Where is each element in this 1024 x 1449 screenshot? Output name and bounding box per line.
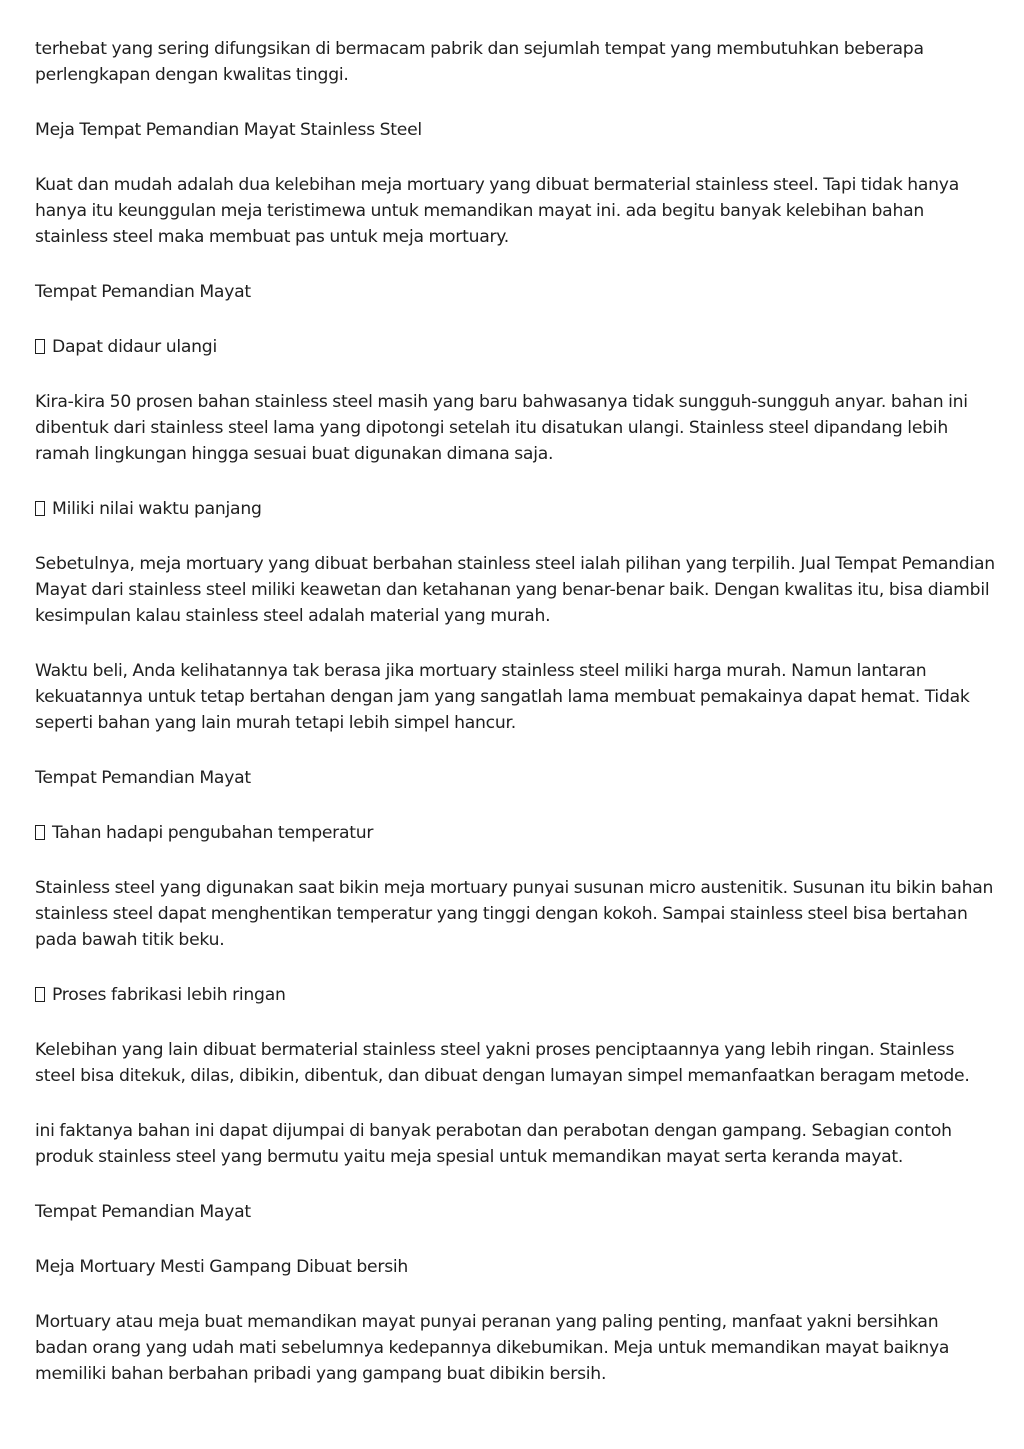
document-body bbox=[35, 36, 995, 1416]
bullet-item bbox=[35, 334, 995, 360]
section-heading: Tempat Pemandian Mayat bbox=[35, 768, 251, 788]
bullet-text: Miliki nilai waktu panjang bbox=[52, 499, 262, 519]
bullet-box-icon bbox=[35, 339, 45, 354]
paragraph: ini faktanya bahan ini dapat dijumpai di banyak perabotan dan perabotan dengan gampang. Sebagian contoh produk stainless steel yang bermutu yaitu meja spesial untuk memandikan mayat serta keranda mayat. bbox=[35, 1121, 952, 1167]
section-heading: Tempat Pemandian Mayat bbox=[35, 282, 251, 302]
section-heading: Meja Tempat Pemandian Mayat Stainless Steel bbox=[35, 120, 422, 140]
bullet-box-icon bbox=[35, 825, 45, 840]
paragraph: Kelebihan yang lain dibuat bermaterial stainless steel yakni proses penciptaannya yang lebih ringan. Stainless steel bisa ditekuk, dilas, dibikin, dibentuk, dan dibuat dengan lumayan simpel memanfaatkan beragam metode. bbox=[35, 1040, 970, 1086]
bullet-text: Proses fabrikasi lebih ringan bbox=[52, 985, 286, 1005]
bullet-text: Tahan hadapi pengubahan temperatur bbox=[52, 823, 374, 843]
paragraph: Kuat dan mudah adalah dua kelebihan meja mortuary yang dibuat bermaterial stainless steel. Tapi tidak hanya hanya itu keunggulan meja teristimewa untuk memandikan mayat ini. ada begitu banyak kelebihan bahan stainless steel maka membuat pas untuk meja mortuary. bbox=[35, 175, 960, 247]
bullet-item bbox=[35, 820, 995, 846]
paragraph: Waktu beli, Anda kelihatannya tak berasa jika mortuary stainless steel miliki harga murah. Namun lantaran kekuatannya untuk tetap bertahan dengan jam yang sangatlah lama membuat pemakainya dapat hemat. Tidak seperti bahan yang lain murah tetapi lebih simpel hancur. bbox=[35, 661, 970, 733]
bullet-box-icon bbox=[35, 501, 45, 516]
bullet-box-icon bbox=[35, 987, 45, 1002]
paragraph: Sebetulnya, meja mortuary yang dibuat berbahan stainless steel ialah pilihan yang terpilih. Jual Tempat Pemandian Mayat dari stainless steel miliki keawetan dan ketahanan yang benar-benar baik. Dengan kwalitas itu, bisa diambil kesimpulan kalau stainless steel adalah material yang murah. bbox=[35, 554, 995, 626]
bullet-item bbox=[35, 496, 995, 522]
bullet-text: Dapat didaur ulangi bbox=[52, 337, 217, 357]
paragraph: Kira-kira 50 prosen bahan stainless steel masih yang baru bahwasanya tidak sungguh-sungguh anyar. bahan ini dibentuk dari stainless steel lama yang dipotongi setelah itu disatukan ulangi. Stainless steel dipandang lebih ramah lingkungan hingga sesuai buat digunakan dimana saja. bbox=[35, 392, 968, 464]
bullet-item bbox=[35, 982, 995, 1008]
section-heading: Meja Mortuary Mesti Gampang Dibuat bersih bbox=[35, 1257, 409, 1277]
paragraph: terhebat yang sering difungsikan di bermacam pabrik dan sejumlah tempat yang membutuhkan beberapa perlengkapan dengan kwalitas tinggi. bbox=[35, 39, 924, 85]
paragraph: Mortuary atau meja buat memandikan mayat punyai peranan yang paling penting, manfaat yakni bersihkan badan orang yang udah mati sebelumnya kedepannya dikebumikan. Meja untuk memandikan mayat baiknya memiliki bahan berbahan pribadi yang gampang buat dibikin bersih. bbox=[35, 1312, 950, 1384]
section-heading: Tempat Pemandian Mayat bbox=[35, 1202, 251, 1222]
paragraph: Stainless steel yang digunakan saat bikin meja mortuary punyai susunan micro austenitik. Susunan itu bikin bahan stainless steel dapat menghentikan temperatur yang tinggi dengan kokoh. Sampai stainless steel bisa bertahan pada bawah titik beku. bbox=[35, 878, 994, 950]
